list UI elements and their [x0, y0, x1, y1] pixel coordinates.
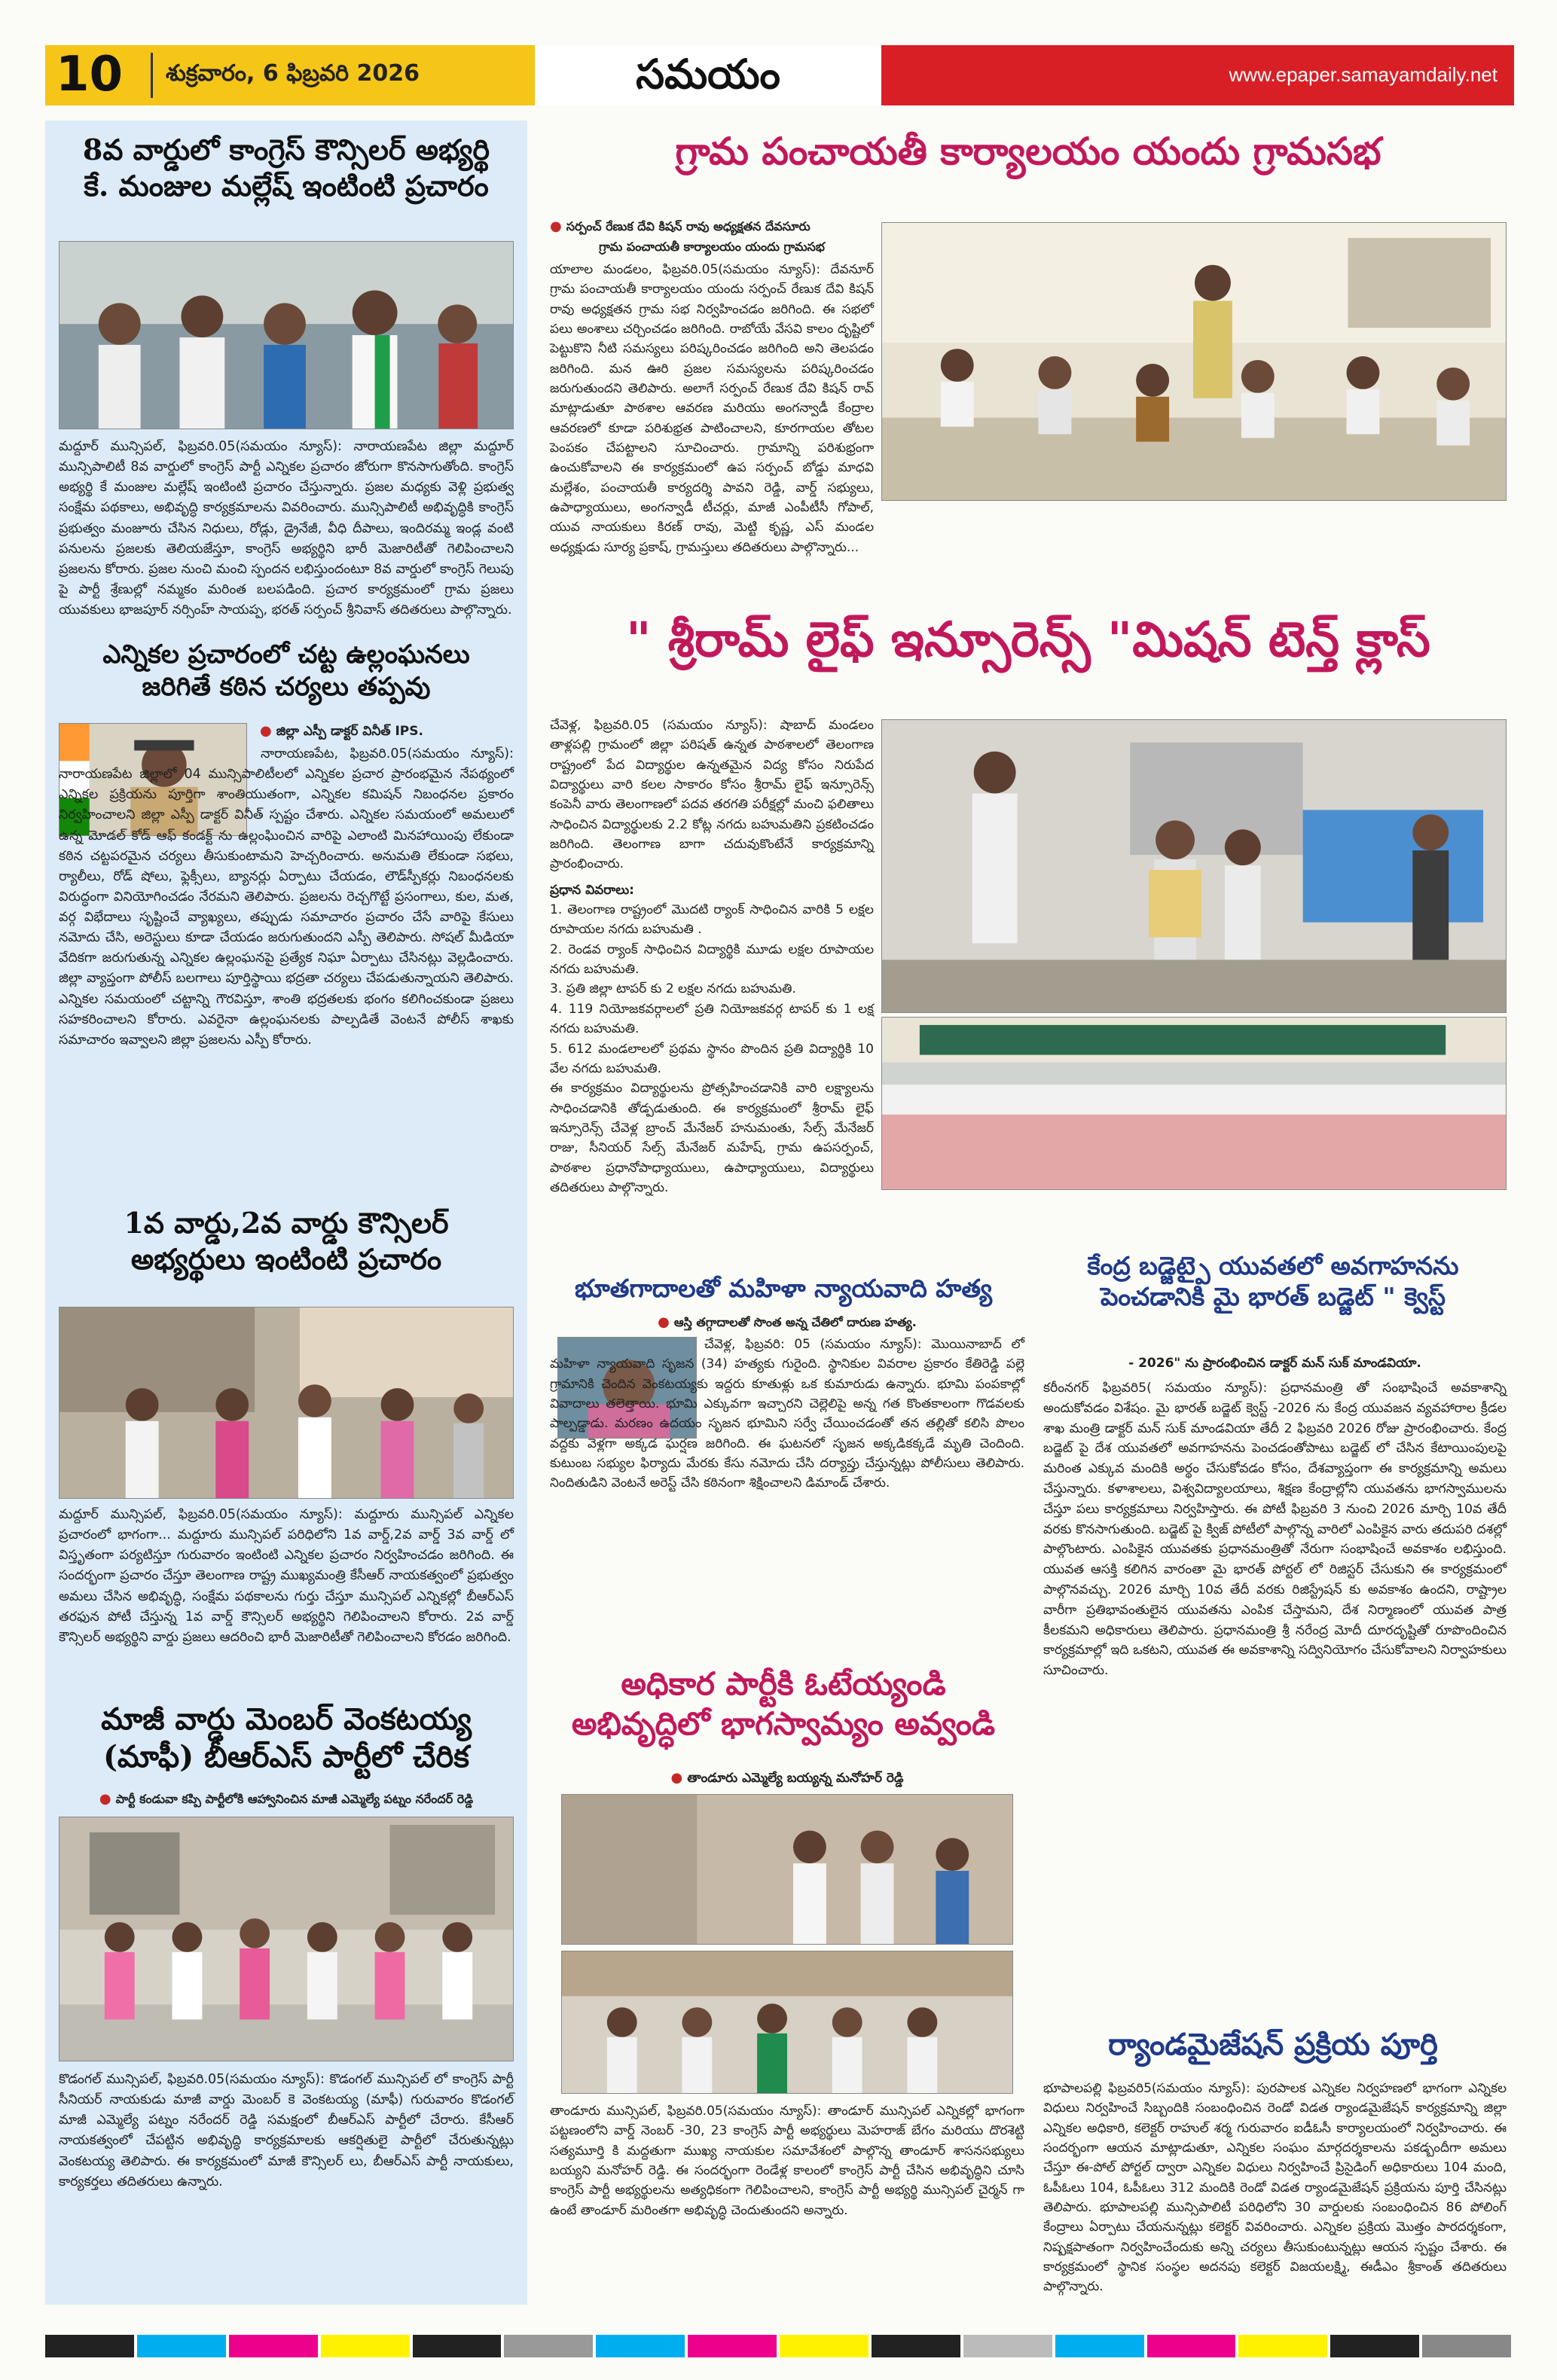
photo-shriram-classroom — [881, 719, 1507, 1013]
headline-randomization: ర్యాండమైజేషన్ ప్రక్రియ పూర్తి — [1108, 2027, 1438, 2062]
headline-line-1: మాజీ వార్డు మెంబర్ వెంకటయ్య — [101, 1701, 472, 1737]
print-color-bar — [45, 2335, 1514, 2357]
article-venkataiah-joins — [54, 1701, 518, 1776]
headline-shriram-mission: " శ్రీరామ్ లైఫ్ ఇన్సూరెన్స్ "మిషన్ టెన్త్ క్లాస్ — [626, 612, 1430, 668]
article-sp-warning — [54, 639, 518, 703]
byline-venkataiah: ● పార్టీ కండువా కప్పి పార్టీలోకి ఆహ్వానించిన మాజీ ఎమ్మెల్యే పట్నం నరేందర్ రెడ్డి — [99, 1791, 474, 1807]
color-swatch — [1238, 2335, 1327, 2357]
prize-item: 3. ప్రతి జిల్లా టాపర్ కు 2 లక్షల నగదు బహుమతి. — [550, 981, 796, 997]
headline-line-2: కే. మంజుల మల్లేష్ ఇంటింటి ప్రచారం — [84, 168, 489, 203]
byline-sp: ● జిల్లా ఎస్పీ డాక్టర్ వినీత్ IPS. — [260, 723, 423, 739]
issue-date: శుక్రవారం, 6 ఫిబ్రవరి 2026 — [166, 60, 420, 87]
page-number: 10 — [56, 47, 124, 102]
photo-tandur-meeting-2 — [561, 1951, 1013, 2094]
color-swatch — [321, 2335, 410, 2357]
subheading-gramasabha: గ్రామ పంచాయతీ కార్యాలయం యందు గ్రామసభ — [599, 240, 825, 254]
article-body-venkataiah: కొడంగల్ మున్సిపల్, ఫిబ్రవరి.05(సమయం న్యూస్): కొడంగల్ మున్సిపల్ లో కాంగ్రెస్ పార్టీ సీనియర్ నాయకుడు మాజీ వార్డు మెంబర్ కె వెంకటయ్య (మాఫీ) గురువారం కొడంగల్ మాజీ ఎమ్మెల్యే పట్నం నరేందర్ రెడ్డి సమక్షంలో బీఆర్ఎస్ పార్టీలో చేరారు. కేసీఆర్ నాయకత్వంలో చేపట్టిన అభివృద్ధి కార్యక్రమాలకు ఆకర్షితులై పార్టీలో చేరుతున్నట్లు వెంకటయ్య తెలిపారు. ఈ కార్యక్రమంలో మాజీ కౌన్సిలర్ లు, బీఆర్ఎస్ పార్టీ నాయకులు, కార్యకర్తలు తదితరులు ఉన్నారు. — [59, 2072, 514, 2189]
headline-line-2: పెంచడానికి మై భారత్ బడ్జెట్ " క్వెస్ట్ — [1100, 1282, 1446, 1312]
prize-item: 5. 612 మండలాలలో ప్రథమ స్థానం పొందిన ప్రతి విద్యార్థికి 10 వేల నగదు బహుమతి. — [550, 1041, 874, 1076]
color-swatch — [413, 2335, 502, 2357]
article-budget-quest — [1036, 1250, 1510, 1313]
byline-gramasabha: ● సర్పంచ్ రేణుక దేవి కిషన్ రావు అధ్యక్షతన దేవసూరు — [550, 218, 811, 234]
headline-line-2: అభివృద్ధిలో భాగస్వామ్యం అవ్వండి — [571, 1704, 996, 1742]
article-body-ward8: మద్దూర్ మున్సిపల్, ఫిబ్రవరి.05(సమయం న్యూస్): నారాయణపేట జిల్లా మద్దూర్ మున్సిపాలిటీ 8వ వార్డులో కాంగ్రెస్ పార్టీ ఎన్నికల ప్రచారం జోరుగా కొనసాగుతోంది. కాంగ్రెస్ అభ్యర్థి కే మంజుల మల్లేష్ ఇంటింటి ప్రచారం చేస్తున్నారు. ప్రజల మధ్యకు వెళ్లి ప్రభుత్వ సంక్షేమ పథకాలు, అభివృద్ధి కార్యక్రమాలను వివరించారు. మున్సిపాలిటీ అభివృద్ధికి కాంగ్రెస్ ప్రభుత్వం మంజూరు చేసిన నిధులు, రోడ్లు, డ్రైనేజీ, వీధి దీపాలు, ఇందిరమ్మ ఇండ్ల వంటి పనులను ప్రజలకు తెలియజేస్తూ, కాంగ్రెస్ అభ్యర్థిని భారీ మెజారిటీతో గెలిపించాలని ప్రజలను కోరారు. ప్రజల నుంచి మంచి స్పందన లభిస్తుందంటూ 8వ వార్డులో కాంగ్రెస్ గెలుపు పై పార్టీ శ్రేణుల్లో నమ్మకం మరింత బలపడింది. ప్రచార కార్యక్రమంలో గ్రామ ప్రజలు యువకులు భాజపూర్ నర్సింహ్ సాయప్ప, భరత్ సర్పంచ్ శ్రీనివాస్ తదితరులు పాల్గొన్నారు. — [59, 439, 514, 618]
prize-item: 2. రెండవ ర్యాంక్ సాధించిన విద్యార్థికి మూడు లక్షల రూపాయల నగదు బహుమతి. — [550, 941, 874, 978]
headline-line-2: అభ్యర్థులు ఇంటింటి ప్రచారం — [130, 1241, 442, 1276]
photo-tandur-meeting-1 — [561, 1794, 1013, 1945]
photo-party-joining — [59, 1817, 514, 2061]
color-swatch — [872, 2335, 960, 2357]
color-swatch — [780, 2335, 869, 2357]
article-body-budget: కరీంనగర్ ఫిబ్రవరి5( సమయం న్యూస్): ప్రధానమంత్రి తో సంభాషించే అవకాశాన్ని అందుకోవడం విశేషం. మై భారత్ బడ్జెట్ క్వెస్ట్ -2026 ను కేంద్ర యువజన వ్యవహారాల క్రీడల శాఖ మంత్రి డాక్టర్ మన్ సుక్ మాండవియా తేదీ 2 ఫిబ్రవరి 2026 రోజు ప్రారంభించారు. కేంద్ర బడ్జెట్ పై దేశ యువతలో అవగాహనను పెంచడంతోపాటు బడ్జెట్ లో చేసిన కేటాయింపులపై మరింత ఎక్కువ మందికి అర్థం చేసుకోవడం కోసం, దేశవ్యాప్తంగా ఈ కార్యక్రమాన్ని అమలు చేస్తున్నారు. కళాశాలలు, విశ్వవిద్యాలయాలు, శిక్షణ కేంద్రాల్లోని యువతను భాగస్వాములను చేస్తూ పలు కార్యక్రమాలు నిర్వహిస్తారు. ఈ పోటీ ఫిబ్రవరి 3 నుంచి 2026 మార్చి 10వ తేదీ వరకు కొనసాగుతుంది. బడ్జెట్ పై క్విజ్ పోటీలో పాల్గొన్న వారిలో ఎంపికైన వారు తదుపరి దశల్లో పాల్గొంటారు. ఎంపికైన యువతకు ప్రధానమంత్రితో నేరుగా సంభాషించే అవకాశం లభిస్తుంది. యువత ఆసక్తి కలిగిన వారంతా మై భారత్ పోర్టల్ లో రిజిస్టర్ చేసుకుని ఈ కార్యక్రమంలో పాల్గొనవచ్చు. 2026 మార్చి 10వ తేదీ వరకు రిజిస్ట్రేషన్ కు అవకాశం ఉందని, రాష్ట్రాల వారీగా ప్రతిభావంతులైన యువతను ఎంపిక చేస్తామని, దేశ నిర్మాణంలో యువత పాత్ర కీలకమని అధికారులు తెలిపారు. ప్రధానమంత్రి శ్రీ నరేంద్ర మోదీ దూరదృష్టితో రూపొందించిన కార్యక్రమాల్లో ఇది ఒకటని, యువత ఈ అవకాశాన్ని సద్వినియోగం చేసుకోవాలని నిర్వాహకులు సూచించారు. — [1043, 1381, 1507, 1679]
article-body-ward1-2: మద్దూర్ మున్సిపల్, ఫిబ్రవరి.05(సమయం న్యూస్): మద్దూరు మున్సిపల్ ఎన్నికల ప్రచారంలో భాగంగా... మద్దూరు మున్సిపల్ పరిధిలోని 1వ వార్డ్,2వ వార్డ్ 3వ వార్డ్ లో విస్తృతంగా పర్యటిస్తూ గురువారం ఇంటింటి ఎన్నికల ప్రచారం నిర్వహించడం జరిగింది. ఈ సందర్భంగా ప్రచారం చేస్తూ తెలంగాణ రాష్ట్ర ముఖ్యమంత్రి కేసీఆర్ నాయకత్వంలో ప్రభుత్వం అమలు చేసిన అభివృద్ధి, సంక్షేమ పథకాలను గుర్తు చేస్తూ మున్సిపల్ ఎన్నికల్లో బీఆర్ఎస్ తరఫున పోటీ చేస్తున్న 1వ వార్డ్ కౌన్సిలర్ అభ్యర్థిని గెలిపించాలని కోరారు. 2వ వార్డ్ కౌన్సిలర్ అభ్యర్థిని వార్డు ప్రజలు ఆదరించి భారీ మెజారిటీతో గెలిపించాలని కోరడం జరిగింది. — [59, 1507, 514, 1645]
prizes-title: ప్రధాన వివరాలు: — [550, 882, 634, 898]
color-swatch — [1055, 2335, 1144, 2357]
color-swatch — [1147, 2335, 1236, 2357]
photo-campaign-group — [59, 241, 514, 429]
headline-line-2: జరిగితే కఠిన చర్యలు తప్పవు — [142, 671, 431, 702]
article-ward8-campaign — [54, 132, 518, 203]
prize-item: 1. తెలంగాణ రాష్ట్రంలో మొదటి ర్యాంక్ సాధించిన వారికి 5 లక్షల రూపాయల నగదు బహుమతి . — [550, 902, 874, 938]
headline-advocate-murder: భూతగాదాలతో మహిళా న్యాయవాది హత్య — [575, 1274, 992, 1303]
byline-tandur: ● తాండూరు ఎమ్మెల్యే బయ్యన్న మనోహర్ రెడ్డి — [670, 1770, 904, 1786]
article-body-randomization: భూపాలపల్లి ఫిబ్రవరి5(సమయం న్యూస్): పురపాలక ఎన్నికల నిర్వహణలో భాగంగా ఎన్నికల విధులు నిర్వహించే సిబ్బందికి సంబంధించిన రెండో విడత ర్యాండమైజేషన్ కార్యక్రమాన్ని జిల్లా ఎన్నికల అధికారి, కలెక్టర్ రాహుల్ శర్మ గురువారం ఐడీఓసీ కార్యాలయంలో నిర్వహించారు. ఈ సందర్భంగా ఆయన మాట్లాడుతూ, ఎన్నికల సంఘం మార్గదర్శకాలను పకడ్బందీగా అమలు చేస్తూ ఈ-పోల్ పోర్టల్ ద్వారా ఎన్నికల విధులు నిర్వహించే ప్రిసైడింగ్ అధికారులు 104 మంది, ఓపీఓలు 104, ఓపీఓలు 312 మందికి రెండో విడత ర్యాండమైజేషన్ ప్రక్రియను పూర్తి చేసినట్లు తెలిపారు. భూపాలపల్లి మున్సిపాలిటీ పరిధిలోని 30 వార్డులకు సంబంధించిన 86 పోలింగ్ కేంద్రాలు ఏర్పాటు చేయనున్నట్లు కలెక్టర్ వివరించారు. ఎన్నికల ప్రక్రియ మొత్తం పారదర్శకంగా, నిష్పక్షపాతంగా నిర్వహించేందుకు అన్ని చర్యలు తీసుకుంటున్నట్లు ఆయన స్పష్టం చేశారు. ఈ కార్యక్రమంలో స్థానిక సంస్థల అదనపు కలెక్టర్ విజయలక్ష్మి, ఈడీఎం శ్రీకాంత్ తదితరులు పాల్గొన్నారు. — [1043, 2081, 1507, 2295]
article-body-gramasabha: యాలాల మండలం, ఫిబ్రవరి.05(సమయం న్యూస్): దేవనూర్ గ్రామ పంచాయతీ కార్యాలయం యందు సర్పంచ్ రేణుక దేవి కిషన్ రావు అధ్యక్షతన గ్రామ సభ నిర్వహించడం జరిగింది. ఈ సభలో పలు అంశాలు చర్చించడం జరిగింది. రాబోయే వేసవి కాలం దృష్టిలో పెట్టుకొని నీటి సమస్యలు పరిష్కరించడం జరిగింది అని తెలపడం జరిగింది. మన ఊరి ప్రజల సమస్యలను పరిష్కరించడం జరుగుతుందని తెలిపారు. అలాగే సర్పంచ్ రేణుక దేవి కిషన్ రావ్ మాట్లాడుతూ పాఠశాల ఆవరణ మరియు అంగన్వాడీ కేంద్రాల ఆవరణలో కూడా పరిశుభ్రత పాటించాలని, కూరగాయల తోటల పెంపకం చేపట్టాలని సూచించారు. గ్రామాన్ని పరిశుభ్రంగా ఉంచుకోవాలని ఈ కార్యక్రమంలో ఉప సర్పంచ్ బోడ్డు మాధవి మల్లేశం, పంచాయతీ కార్యదర్శి పావని రెడ్డి, వార్డ్ సభ్యులు, ఉపాధ్యాయులు, అంగన్వాడీ టీచర్లు, మాజీ ఎంపీటీసీ గోపాల్, యువ నాయకులు కిరణ్ రావు, మెట్టి కృష్ణ, ఎస్ మండల అధ్యక్షుడు సూర్య ప్రకాష్, గ్రామస్తులు తదితరులు పాల్గొన్నారు... — [550, 262, 874, 555]
photo-shriram-school — [881, 1017, 1507, 1190]
byline-budget: - 2026" ను ప్రారంభించిన డాక్టర్ మన్ సుక్ మాండవియా. — [1128, 1356, 1421, 1371]
headline-gramasabha: గ్రామ పంచాయతీ కార్యాలయం యందు గ్రామసభ — [675, 129, 1381, 173]
color-swatch — [137, 2335, 226, 2357]
headline-line-1: అధికార పార్టీకి ఓటేయ్యండి — [621, 1665, 946, 1702]
article-body-advocate: చేవెళ్ల, ఫిబ్రవరి: 05 (సమయం న్యూస్): మొయినాబాద్ లో మహిళా న్యాయవాది సృజన (34) హత్యకు గురైంది. స్థానికుల వివరాల ప్రకారం కేతిరెడ్డి పల్లె గ్రామానికి చెందిన వెంకటయ్యకు ఇద్దరు కూతుళ్లు ఒక కుమారుడు ఉన్నారు. భూమి పంపకాల్లో వివాదాలు తలెత్తాయి. భూమి ఎక్కువగా ఇచ్చారని చెల్లెలిపై అన్న గత కొంతకాలంగా గొడవలకు పాల్పడ్డాడు. మరణం ఉదయం సృజన భూమిని సర్వే చేయించడంతో తన తల్లితో కలిసి పొలం వద్దకు వెళ్లగా అక్కడ ఘర్షణ జరిగింది. ఈ ఘటనలో సృజన అక్కడికక్కడే మృతి చెందింది. కుటుంబ సభ్యుల ఫిర్యాదు మేరకు కేసు నమోదు చేసి దర్యాప్తు చేస్తున్నట్లు పోలీసులు తెలిపారు. నిందితుడిని వెంటనే అరెస్ట్ చేసి కఠినంగా శిక్షించాలని డిమాండ్ చేశారు. — [550, 1337, 1024, 1491]
headline-line-1: ఎన్నికల ప్రచారంలో చట్ట ఉల్లంఘనలు — [102, 639, 470, 670]
masthead-right — [881, 45, 1514, 105]
shriram-closing: ఈ కార్యక్రమం విద్యార్థులను ప్రోత్సహించడానికి వారి లక్ష్యాలను సాధించడానికి తోడ్పడుతుంది. ఈ కార్యక్రమంలో శ్రీరామ్ లైఫ్ ఇన్సూరెన్స్ చేవెళ్ల బ్రాంచ్ మేనేజర్ హనుమంతు, సేల్స్ మేనేజర్ రాజు, సీనియర్ సేల్స్ మేనేజర్ మహేష్, గ్రామ ఉపసర్పంచ్, పాఠశాల ప్రధానోపాధ్యాయులు, ఉపాధ్యాయులు, విద్యార్థులు తదితరులు పాల్గొన్నారు. — [550, 1081, 874, 1195]
color-swatch — [1330, 2335, 1419, 2357]
headline-line-1: కేంద్ర బడ్జెట్పై యువతలో అవగాహనను — [1087, 1251, 1459, 1280]
masthead-left — [45, 45, 535, 105]
article-tandur-mla — [542, 1664, 1024, 1744]
headline-line-1: 8వ వార్డులో కాంగ్రెస్ కౌన్సిలర్ అభ్యర్థి — [82, 133, 490, 166]
article-ward1-2 — [54, 1205, 518, 1277]
color-swatch — [504, 2335, 593, 2357]
newspaper-title: సమయం — [636, 50, 780, 98]
masthead — [45, 45, 1514, 105]
photo-gramasabha — [881, 222, 1507, 501]
headline-line-2: (మాఫీ) బీఆర్ఎస్ పార్టీలో చేరిక — [102, 1739, 470, 1774]
color-swatch — [229, 2335, 318, 2357]
color-swatch — [963, 2335, 1052, 2357]
prize-item: 4. 119 నియోజకవర్గాలలో ప్రతి నియోజకవర్గ టాపర్ కు 1 లక్ష నగదు బహుమతి. — [550, 1001, 874, 1037]
article-body-shriram — [550, 716, 874, 1198]
byline-advocate: ● ఆస్తి తగ్గాదాలతో సొంత అన్న చేతిలో దారుణ హత్య. — [658, 1314, 917, 1330]
shriram-intro: చేవెళ్ల, ఫిబ్రవరి.05 (సమయం న్యూస్): షాబాద్ మండలం తాళ్లపల్లి గ్రామంలో జిల్లా పరిషత్ ఉన్నత పాఠశాలలో తెలంగాణ రాష్ట్రంలో పేద విద్యార్థుల ఉన్నతమైన విద్య కోసం నిరుపేద విద్యార్థులు వారి కలల సాకారం కోసం శ్రీరామ్ లైఫ్ ఇన్సూరెన్స్ కంపెనీ వారు తెలంగాణలో పదవ తరగతి పరీక్షల్లో మంచి ఫలితాలు సాధించిన విద్యార్థులకు 2.2 కోట్ల నగదు బహుమతిని ప్రకటించడం జరిగింది. తెలంగాణ బాగా చదువుకొంటేనే కార్యక్రమాన్ని ప్రారంభించారు. — [550, 718, 874, 872]
color-swatch — [45, 2335, 134, 2357]
epaper-url[interactable]: www.epaper.samayamdaily.net — [1229, 63, 1497, 86]
article-body-tandur: తాండూరు మున్సిపల్, ఫిబ్రవరి.05(సమయం న్యూస్): తాండూర్ మున్సిపల్ ఎన్నికల్లో భాగంగా పట్టణంలోని వార్డ్ నెంబర్ -30, 23 కాంగ్రెస్ పార్టీ అభ్యర్థులు మెహరాజ్ బేగం మరియు దొరశెట్టి సత్యమూర్తి కి మద్దతుగా ముఖ్య నాయకుల సమావేశంలో పాల్గొన్న తాండూర్ శాసనసభ్యులు బయ్యని మనోహర్ రెడ్డి. ఈ సందర్భంగా రెండేళ్ల కాలంలో కాంగ్రెస్ పార్టీ చేసిన అభివృద్ధిని చూసి కాంగ్రెస్ పార్టీ అభ్యర్థులను అత్యధికంగా గెలిపించాలని, కాంగ్రెస్ పార్టీ అభ్యర్థి మున్సిపల్ చైర్మన్ గా ఉంటే తాండూర్ మరింతగా అభివృద్ధి చెందుతుందని అన్నారు. — [550, 2104, 1024, 2218]
article-body-sp: నారాయణపేట, ఫిబ్రవరి.05(సమయం న్యూస్): నారాయణపేట జిల్లాలో 04 మున్సిపాలిటీలలో ఎన్నికల ప్రచార ప్రారంభమైన నేపథ్యంలో ఎన్నికల ప్రక్రియను పూర్తిగా శాంతియుతంగా, ఎన్నికల కమిషన్ నిబంధనల ప్రకారం నిర్వహించాలని జిల్లా ఎస్పీ డాక్టర్ వినీత్ స్పష్టం చేశారు. ఎన్నికల సమయంలో అమలులో ఉన్న మోడల్ కోడ్ ఆఫ్ కండక్ట్ ను ఉల్లంఘించిన వారిపై ఎలాంటి మినహాయింపు లేకుండా కఠిన చట్టపరమైన చర్యలు తీసుకుంటామని హెచ్చరించారు. అనుమతి లేకుండా సభలు, ర్యాలీలు, రోడ్ షోలు, ఫ్లెక్సీలు, బ్యానర్లు ఏర్పాటు చేయడం, లౌడ్‌స్పీకర్లు నిబంధనలకు విరుద్ధంగా వినియోగించడం నేరమని తెలిపారు. ప్రజలను రెచ్చగొట్టే ప్రసంగాలు, కుల, మత, వర్గ విభేదాలు సృష్టించే వ్యాఖ్యలు, తప్పుడు సమాచారం ప్రచారం చేసే వారిపై కేసులు నమోదు చేసి, అరెస్టులు కూడా చేయడం జరుగుతుందని ఎస్పీ తెలిపారు. సోషల్ మీడియా వేదికగా జరుగుతున్న ఎన్నికల ఉల్లంఘనపై ప్రత్యేక నిఘా ఏర్పాటు చేసినట్లు వెల్లడించారు. జిల్లా వ్యాప్తంగా పోలీస్ బలగాలు పూర్తిస్థాయి భద్రతా చర్యలు చేపడుతున్నాయని తెలిపారు. ఎన్నికల సమయంలో చట్టాన్ని గౌరవిస్తూ, శాంతి భద్రతలకు భంగం కలిగించకుండా ప్రజలు సహకరించాలని కోరారు. ఎవరైనా ఉల్లంఘనలకు పాల్పడితే వెంటనే పోలీస్ శాఖకు సమాచారం ఇవ్వాలని జిల్లా ప్రజలను ఎస్పీ కోరారు. — [59, 746, 514, 1048]
headline-line-1: 1వ వార్డు,2వ వార్డు కౌన్సిలర్ — [124, 1206, 449, 1240]
photo-ward-campaign — [59, 1307, 514, 1499]
color-swatch — [688, 2335, 777, 2357]
masthead-divider — [151, 53, 153, 98]
color-swatch — [596, 2335, 685, 2357]
color-swatch — [1422, 2335, 1511, 2357]
masthead-center — [535, 45, 881, 105]
